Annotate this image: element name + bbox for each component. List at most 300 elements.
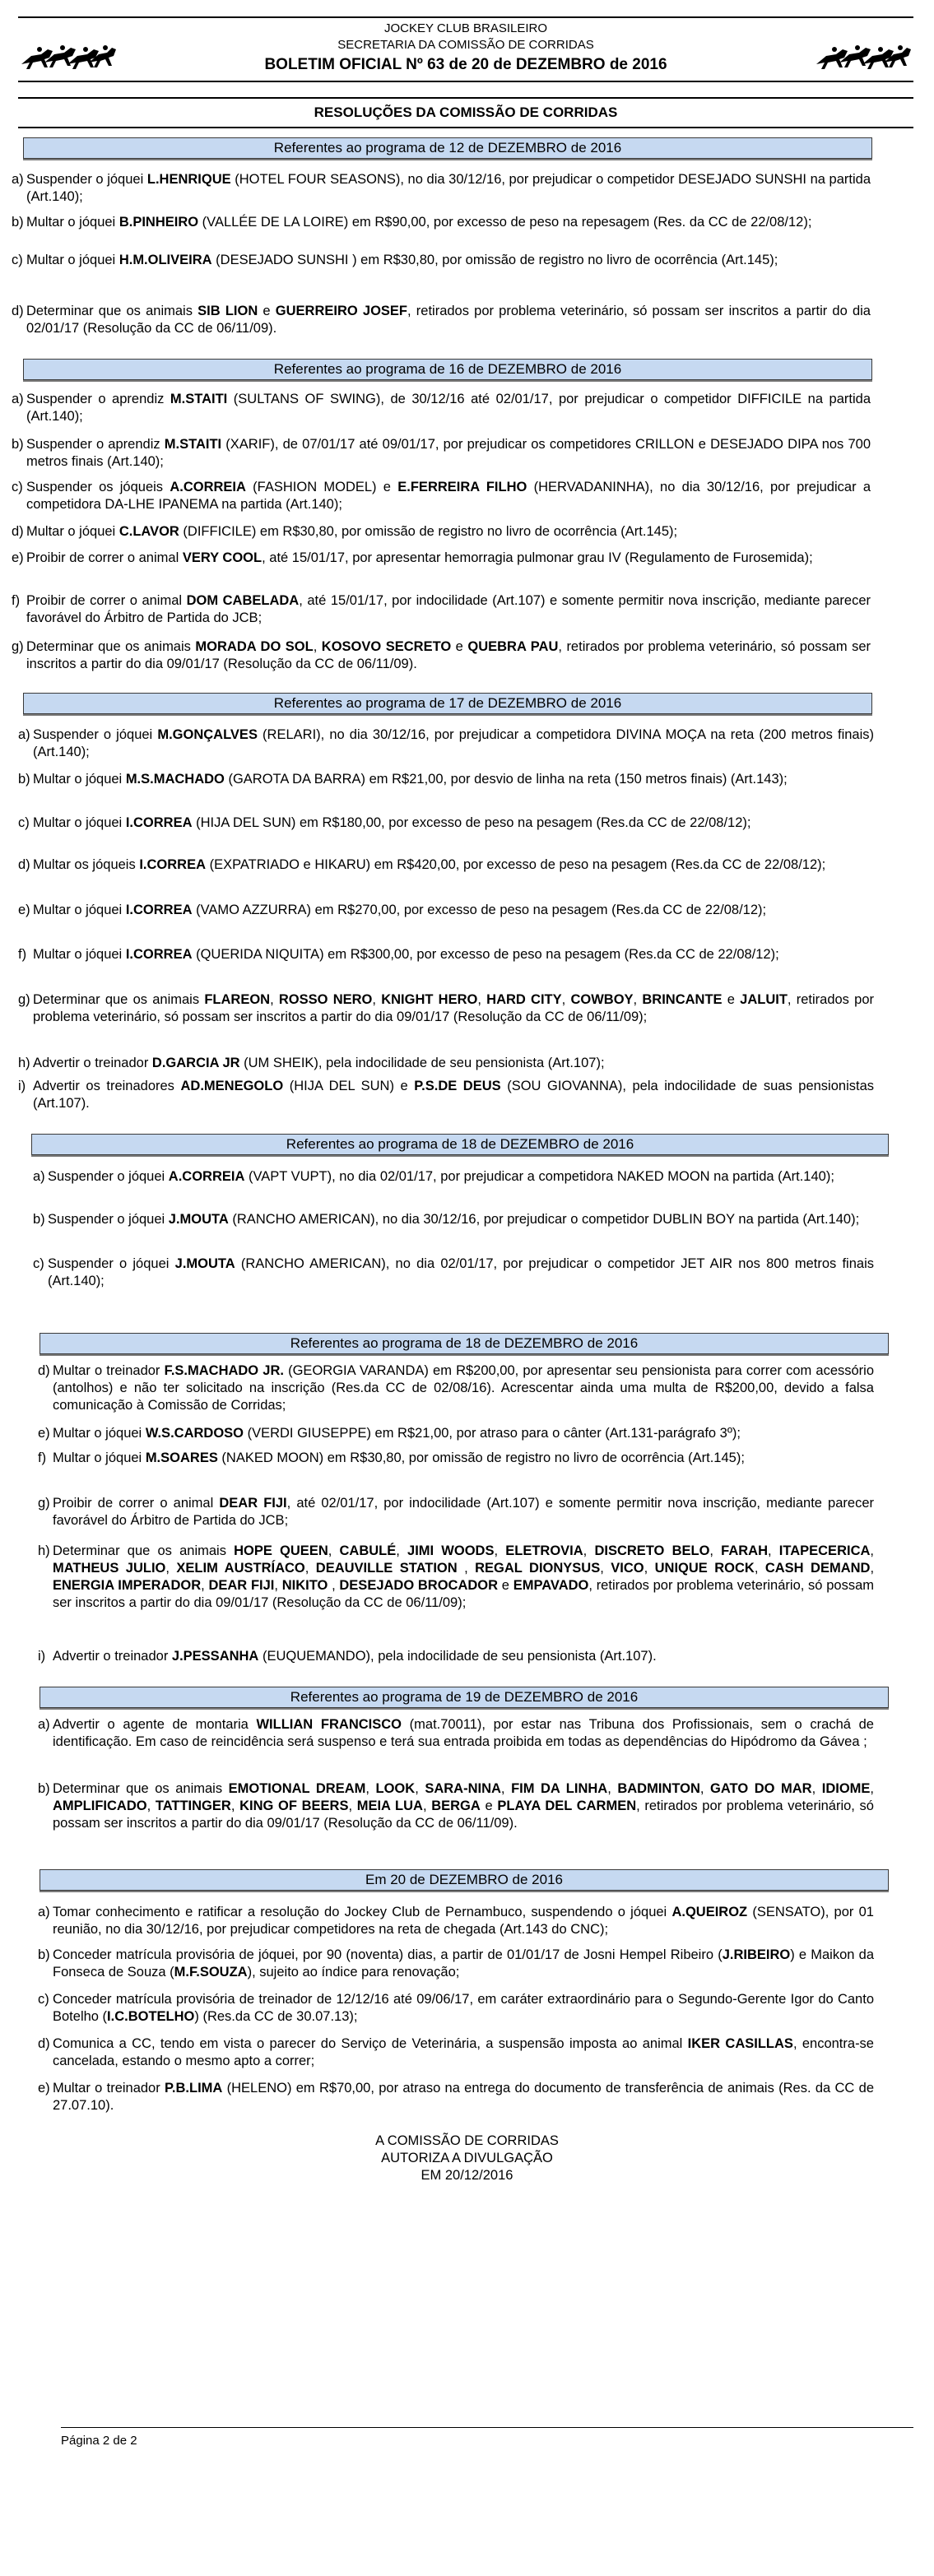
item-text bbox=[53, 1543, 874, 1612]
item-text-part: Multar o jóquei bbox=[33, 772, 126, 787]
resolution-item bbox=[38, 1425, 874, 1442]
item-text-part: (UM SHEIK), pela indocilidade de seu pensionista (Art.107); bbox=[239, 1056, 605, 1070]
item-label: f) bbox=[12, 593, 21, 608]
department-name: SECRETARIA DA COMISSÃO DE CORRIDAS bbox=[337, 38, 594, 52]
highlighted-name: J.PESSANHA bbox=[171, 1649, 259, 1664]
item-label: b) bbox=[18, 772, 30, 787]
resolution-item bbox=[18, 771, 874, 788]
item-text-part: Multar o treinador bbox=[53, 1363, 165, 1378]
section-header: Referentes ao programa de 18 de DEZEMBRO de 2016 bbox=[31, 1134, 889, 1155]
highlighted-name: REGAL DIONYSUS bbox=[475, 1561, 601, 1576]
item-text bbox=[53, 1425, 874, 1442]
highlighted-name: WILLIAN FRANCISCO bbox=[256, 1717, 402, 1732]
highlighted-name: A.CORREIA bbox=[168, 1169, 245, 1184]
item-text-part: (HOTEL FOUR SEASONS), no dia 30/12/16, por prejudicar o competidor DESEJADO SUNSHI na partida (Art.140); bbox=[26, 172, 871, 204]
item-text-part: , bbox=[754, 1561, 765, 1576]
item-text-part: (HELENO) em R$70,00, por atraso na entrega do documento de transferência de animais (Res. da CC de 27.07.10). bbox=[53, 2081, 874, 2113]
item-text-part: , bbox=[494, 1543, 506, 1558]
highlighted-name: M.SOARES bbox=[145, 1450, 218, 1465]
highlighted-name: M.STAITI bbox=[164, 437, 222, 452]
highlighted-name: DEAR FIJI bbox=[208, 1578, 275, 1593]
item-text-part: , até 02/01/17, por indocilidade (Art.107) e somente permitir nova inscrição, mediante parecer favorável do Árbitro de Partida do JCB; bbox=[53, 1496, 874, 1528]
section-header: Referentes ao programa de 16 de DEZEMBRO de 2016 bbox=[23, 359, 872, 380]
item-text-part: Suspender o jóquei bbox=[26, 172, 147, 187]
signature-line: A COMISSÃO DE CORRIDAS bbox=[375, 2133, 559, 2148]
highlighted-name: C.LAVOR bbox=[118, 524, 179, 539]
highlighted-name: DOM CABELADA bbox=[186, 593, 300, 608]
item-text bbox=[33, 1078, 874, 1112]
page-number: Página 2 de 2 bbox=[61, 2434, 137, 2448]
highlighted-name: ELETROVIA bbox=[505, 1543, 583, 1558]
resolution-item bbox=[18, 946, 874, 963]
item-label: b) bbox=[38, 1947, 50, 1962]
item-text-part: Advertir o treinador bbox=[33, 1056, 152, 1070]
item-text bbox=[26, 303, 871, 337]
resolution-item bbox=[18, 815, 874, 832]
item-text-part: , bbox=[270, 992, 279, 1007]
item-text-part: Conceder matrícula provisória de jóquei, por 90 (noventa) dias, a partir de 01/01/17 de Josni Hempel Ribeiro ( bbox=[53, 1947, 723, 1962]
item-text-part: ), sujeito ao índice para renovação; bbox=[247, 1965, 460, 1980]
item-label: e) bbox=[38, 1426, 50, 1441]
item-text-part: (EXPATRIADO e HIKARU) em R$420,00, por excesso de peso na pesagem (Res.da CC de 22/08/12); bbox=[205, 857, 826, 872]
item-text-part: (GEORGIA VARANDA) em R$200,00, por apresentar seu pensionista para correr com acessório (antolhos) e não ter solicitado na inscrição (Res.da CC de 02/08/16). Acrescentar ainda uma multa de R$200,00, devido a falsa comunicação à Comissão de Corridas; bbox=[53, 1363, 875, 1413]
item-text bbox=[53, 1947, 874, 1981]
resolution-item bbox=[38, 1543, 874, 1612]
item-text-part: , bbox=[304, 1561, 316, 1576]
item-text-part: , bbox=[583, 1543, 595, 1558]
item-label: f) bbox=[38, 1450, 47, 1465]
highlighted-name: IDIOME bbox=[821, 1781, 871, 1796]
item-text bbox=[33, 856, 874, 874]
item-text-part: , bbox=[561, 992, 571, 1007]
item-label: g) bbox=[12, 639, 24, 654]
resolution-item bbox=[12, 592, 871, 627]
item-label: e) bbox=[18, 903, 30, 917]
item-text-part: , bbox=[768, 1543, 779, 1558]
resolution-item bbox=[38, 1780, 874, 1832]
item-text-part: , bbox=[328, 1578, 340, 1593]
item-label: a) bbox=[18, 727, 30, 742]
resolution-item bbox=[18, 726, 874, 761]
resolution-item bbox=[18, 856, 874, 874]
item-text-part: (SENSATO), por 01 reunião, no dia 30/12/16, por prejudicar competidores na reta de chegada (Art.143 do CNC); bbox=[53, 1905, 874, 1937]
item-label: a) bbox=[38, 1717, 50, 1732]
item-label: a) bbox=[12, 392, 24, 406]
resolution-item bbox=[38, 1716, 874, 1751]
highlighted-name: DEAR FIJI bbox=[219, 1496, 287, 1511]
item-text-part: Multar o jóquei bbox=[26, 253, 119, 267]
resolution-item bbox=[38, 1648, 874, 1665]
resolution-item bbox=[38, 1495, 874, 1529]
item-text-part: , bbox=[415, 1781, 425, 1796]
item-text bbox=[48, 1168, 874, 1186]
resolution-item bbox=[18, 902, 874, 919]
section-header: Referentes ao programa de 19 de DEZEMBRO de 2016 bbox=[39, 1687, 889, 1708]
resolution-item bbox=[18, 1055, 874, 1072]
item-text-part: (SULTANS OF SWING), de 30/12/16 até 02/01/17, por prejudicar o competidor DIFFICILE na partida (Art.140); bbox=[26, 392, 871, 424]
highlighted-name: MORADA DO SOL bbox=[195, 639, 314, 654]
item-text-part: , bbox=[396, 1543, 408, 1558]
highlighted-name: H.M.OLIVEIRA bbox=[118, 253, 212, 267]
item-text-part: , bbox=[811, 1781, 822, 1796]
item-text-part: ) (Res.da CC de 30.07.13); bbox=[194, 2009, 358, 2024]
item-text-part: Multar o treinador bbox=[53, 2081, 165, 2096]
highlighted-name: M.S.MACHADO bbox=[125, 772, 225, 787]
item-text-part: Determinar que os animais bbox=[26, 304, 198, 318]
highlighted-name: DEAUVILLE STATION bbox=[315, 1561, 458, 1576]
resolution-item bbox=[38, 2080, 874, 2114]
highlighted-name: AD.MENEGOLO bbox=[180, 1079, 284, 1093]
item-text-part: , bbox=[313, 639, 322, 654]
item-text-part: , bbox=[870, 1543, 874, 1558]
item-text-part: , bbox=[348, 1799, 357, 1813]
highlighted-name: IKER CASILLAS bbox=[687, 2036, 793, 2051]
resolution-item bbox=[12, 171, 871, 206]
item-text-part: (SOU GIOVANNA), pela indocilidade de suas pensionistas (Art.107). bbox=[33, 1079, 874, 1111]
item-label: e) bbox=[38, 2081, 50, 2096]
item-label: d) bbox=[18, 857, 30, 872]
footer-divider bbox=[61, 2427, 913, 2428]
highlighted-name: E.FERREIRA FILHO bbox=[397, 480, 527, 494]
highlighted-name: CABULÉ bbox=[339, 1543, 397, 1558]
resolution-item bbox=[38, 1947, 874, 1981]
item-text-part: Suspender o aprendiz bbox=[26, 437, 165, 452]
item-text-part: (mat.70011), por estar nas Tribuna dos Profissionais, sem o crachá de identificação. Em caso de reincidência será suspenso e terá sua entrada proibida em todas as dependências do Hipódromo da Gávea ; bbox=[53, 1717, 874, 1749]
item-label: b) bbox=[12, 215, 24, 230]
item-text-part: , bbox=[644, 1561, 655, 1576]
item-text bbox=[26, 391, 871, 425]
resolution-item bbox=[12, 436, 871, 471]
item-text-part: (RANCHO AMERICAN), no dia 30/12/16, por prejudicar o competidor DUBLIN BOY na partida (Art.140); bbox=[228, 1212, 860, 1227]
item-label: d) bbox=[12, 304, 24, 318]
item-text-part: (VAMO AZZURRA) em R$270,00, por excesso de peso na pesagem (Res.da CC de 22/08/12); bbox=[192, 903, 767, 917]
item-text bbox=[33, 946, 874, 963]
highlighted-name: DESEJADO BROCADOR bbox=[339, 1578, 499, 1593]
highlighted-name: TATTINGER bbox=[155, 1799, 231, 1813]
highlighted-name: I.C.BOTELHO bbox=[107, 2009, 195, 2024]
highlighted-name: J.MOUTA bbox=[168, 1212, 229, 1227]
resolution-item bbox=[12, 391, 871, 425]
item-text-part: Multar o jóquei bbox=[53, 1450, 146, 1465]
item-text-part: Suspender o jóquei bbox=[33, 727, 158, 742]
highlighted-name: BADMINTON bbox=[617, 1781, 700, 1796]
item-text-part: (GAROTA DA BARRA) em R$21,00, por desvio de linha na reta (150 metros finais) (Art.143); bbox=[224, 772, 788, 787]
highlighted-name: I.CORREA bbox=[139, 857, 206, 872]
highlighted-name: MEIA LUA bbox=[356, 1799, 423, 1813]
racehorses-icon bbox=[815, 39, 912, 72]
item-text bbox=[53, 1904, 874, 1938]
item-text-part: Suspender o jóquei bbox=[48, 1169, 169, 1184]
item-text-part: , bbox=[870, 1561, 875, 1576]
item-text-part: Proibir de correr o animal bbox=[53, 1496, 220, 1511]
item-text-part: , até 15/01/17, por apresentar hemorragia pulmonar grau IV (Regulamento de Furosemida); bbox=[262, 550, 813, 565]
item-label: d) bbox=[38, 2036, 50, 2051]
highlighted-name: D.GARCIA JR bbox=[151, 1056, 240, 1070]
highlighted-name: MATHEUS JULIO bbox=[53, 1561, 166, 1576]
highlighted-name: I.CORREA bbox=[125, 815, 193, 830]
item-label: a) bbox=[12, 172, 24, 187]
highlighted-name: GUERREIRO JOSEF bbox=[275, 304, 408, 318]
highlighted-name: FLAREON bbox=[204, 992, 271, 1007]
resolution-item bbox=[38, 1362, 874, 1414]
highlighted-name: L.HENRIQUE bbox=[146, 172, 231, 187]
item-text bbox=[26, 592, 871, 627]
item-text-part: , bbox=[328, 1543, 340, 1558]
item-text-part: Multar o jóquei bbox=[33, 947, 126, 962]
highlighted-name: A.QUEIROZ bbox=[671, 1905, 748, 1919]
item-text bbox=[53, 1716, 874, 1751]
item-label: b) bbox=[38, 1781, 50, 1796]
highlighted-name: NIKITO bbox=[281, 1578, 328, 1593]
highlighted-name: I.CORREA bbox=[125, 903, 193, 917]
signature-line: AUTORIZA A DIVULGAÇÃO bbox=[381, 2151, 553, 2165]
highlighted-name: B.PINHEIRO bbox=[118, 215, 199, 230]
item-text bbox=[53, 1450, 874, 1467]
item-text-part: (DESEJADO SUNSHI ) em R$30,80, por omissão de registro no livro de ocorrência (Art.145); bbox=[211, 253, 778, 267]
item-text-part: , bbox=[477, 992, 487, 1007]
item-text bbox=[53, 1991, 874, 2026]
highlighted-name: AMPLIFICADO bbox=[53, 1799, 147, 1813]
highlighted-name: FIM DA LINHA bbox=[511, 1781, 608, 1796]
highlighted-name: SIB LION bbox=[197, 304, 258, 318]
item-text-part: , bbox=[274, 1578, 282, 1593]
highlighted-name: P.S.DE DEUS bbox=[414, 1079, 501, 1093]
item-text bbox=[26, 638, 871, 673]
highlighted-name: KNIGHT HERO bbox=[381, 992, 478, 1007]
bulletin-header bbox=[18, 16, 913, 82]
highlighted-name: DISCRETO BELO bbox=[594, 1543, 710, 1558]
highlighted-name: GATO DO MAR bbox=[710, 1781, 812, 1796]
section-header: Referentes ao programa de 18 de DEZEMBRO de 2016 bbox=[39, 1333, 889, 1354]
item-text-part: Tomar conhecimento e ratificar a resolução do Jockey Club de Pernambuco, suspendendo o jóquei bbox=[53, 1905, 672, 1919]
item-text-part: Multar os jóqueis bbox=[33, 857, 140, 872]
item-label: a) bbox=[33, 1169, 45, 1184]
item-text-part: (VALLÉE DE LA LOIRE) em R$90,00, por excesso de peso na repesagem (Res. da CC de 22/08/12); bbox=[198, 215, 812, 230]
item-text bbox=[26, 550, 871, 567]
item-text-part: , retirados por problema veterinário, só possam ser inscritos a partir do dia 02/01/17 (Resolução da CC de 06/11/09). bbox=[26, 304, 871, 336]
item-label: g) bbox=[18, 992, 30, 1007]
highlighted-name: M.STAITI bbox=[170, 392, 228, 406]
item-text bbox=[33, 726, 874, 761]
highlighted-name: XELIM AUSTRÍACO bbox=[176, 1561, 305, 1576]
resolution-item bbox=[18, 1078, 874, 1112]
resolution-item bbox=[12, 638, 871, 673]
item-text-part: (RANCHO AMERICAN), no dia 02/01/17, por prejudicar o competidor JET AIR nos 800 metros finais (Art.140); bbox=[48, 1256, 874, 1288]
highlighted-name: BERGA bbox=[431, 1799, 481, 1813]
item-text-part: , retirados por problema veterinário, só possam ser inscritos a partir do dia 09/01/17 (Resolução da CC de 06/11/09); bbox=[53, 1578, 874, 1610]
highlighted-name: VICO bbox=[611, 1561, 644, 1576]
highlighted-name: W.S.CARDOSO bbox=[145, 1426, 244, 1441]
highlighted-name: COWBOY bbox=[570, 992, 634, 1007]
item-text-part: , retirados por problema veterinário, só possam ser inscritos a partir do dia 09/01/17 (Resolução da CC de 06/11/09). bbox=[26, 639, 871, 671]
item-text-part: (HIJA DEL SUN) e bbox=[283, 1079, 415, 1093]
item-text-part: (RELARI), no dia 30/12/16, por prejudicar a competidora DIVINA MOÇA na reta (200 metros finais) (Art.140); bbox=[33, 727, 874, 759]
item-text-part: Determinar que os animais bbox=[53, 1543, 235, 1558]
item-text-part: e bbox=[498, 1578, 513, 1593]
item-text-part: , bbox=[165, 1561, 177, 1576]
item-text bbox=[53, 1648, 874, 1665]
item-label: c) bbox=[18, 815, 30, 830]
item-text-part: , bbox=[146, 1799, 156, 1813]
item-text bbox=[33, 902, 874, 919]
item-text bbox=[48, 1256, 874, 1290]
item-text-part: Multar o jóquei bbox=[26, 524, 119, 539]
item-text-part: , até 15/01/17, por indocilidade (Art.107) e somente permitir nova inscrição, mediante parecer favorável do Árbitro de Partida do JCB; bbox=[26, 593, 871, 625]
highlighted-name: LOOK bbox=[375, 1781, 416, 1796]
item-text-part: , bbox=[633, 992, 643, 1007]
item-text-part: (QUERIDA NIQUITA) em R$300,00, por excesso de peso na pesagem (Res.da CC de 22/08/12); bbox=[192, 947, 779, 962]
item-text bbox=[26, 214, 871, 231]
item-text bbox=[33, 991, 874, 1026]
highlighted-name: FARAH bbox=[721, 1543, 769, 1558]
item-text-part: (NAKED MOON) em R$30,80, por omissão de registro no livro de ocorrência (Art.145); bbox=[217, 1450, 745, 1465]
item-text-part: (EUQUEMANDO), pela indocilidade de seu pensionista (Art.107). bbox=[258, 1649, 657, 1664]
item-text bbox=[26, 252, 871, 269]
item-text-part: , bbox=[457, 1561, 476, 1576]
item-text-part: , bbox=[699, 1781, 711, 1796]
resolution-item bbox=[12, 303, 871, 337]
org-name: JOCKEY CLUB BRASILEIRO bbox=[383, 21, 548, 35]
resolution-item bbox=[12, 252, 871, 269]
bulletin-title: BOLETIM OFICIAL Nº 63 de 20 de DEZEMBRO de 2016 bbox=[264, 56, 667, 73]
highlighted-name: J.MOUTA bbox=[174, 1256, 235, 1271]
item-text bbox=[48, 1211, 874, 1228]
item-text-part: Multar o jóquei bbox=[53, 1426, 146, 1441]
item-text bbox=[53, 2035, 874, 2070]
item-text-part: (VERDI GIUSEPPE) em R$21,00, por atraso para o cânter (Art.131-parágrafo 3º); bbox=[244, 1426, 741, 1441]
item-text bbox=[53, 1362, 874, 1414]
item-text-part: Determinar que os animais bbox=[53, 1781, 229, 1796]
item-label: d) bbox=[38, 1363, 50, 1378]
section-header: Referentes ao programa de 17 de DEZEMBRO de 2016 bbox=[23, 693, 872, 714]
highlighted-name: HOPE QUEEN bbox=[234, 1543, 328, 1558]
resolution-item bbox=[18, 991, 874, 1026]
item-text-part: Suspender o jóquei bbox=[48, 1256, 175, 1271]
highlighted-name: EMPAVADO bbox=[513, 1578, 589, 1593]
resolution-item bbox=[38, 1904, 874, 1938]
item-text-part: , encontra-se cancelada, estando o mesmo apto a correr; bbox=[53, 2036, 874, 2068]
item-text-part: Conceder matrícula provisória de treinador de 12/12/16 até 09/06/17, em caráter extraordinário para o Segundo-Gerente Igor do Canto Botelho ( bbox=[53, 1992, 874, 2024]
item-text-part: (HERVADANINHA), no dia 30/12/16, por prejudicar a competidora DA-LHE IPANEMA na partida (Art.140); bbox=[26, 480, 871, 512]
item-text-part: (VAPT VUPT), no dia 02/01/17, por prejudicar a competidora NAKED MOON na partida (Art.140); bbox=[244, 1169, 834, 1184]
item-text-part: , bbox=[230, 1799, 240, 1813]
highlighted-name: ITAPECERICA bbox=[778, 1543, 871, 1558]
item-text-part: , retirados por problema veterinário, só possam ser inscritos a partir do dia 09/01/17 (Resolução da CC de 06/11/09). bbox=[53, 1799, 874, 1831]
item-label: c) bbox=[33, 1256, 44, 1271]
section-header: Em 20 de DEZEMBRO de 2016 bbox=[39, 1869, 889, 1891]
highlighted-name: VERY COOL bbox=[182, 550, 263, 565]
item-text bbox=[26, 523, 871, 541]
highlighted-name: CASH DEMAND bbox=[764, 1561, 871, 1576]
item-text bbox=[53, 1495, 874, 1529]
item-text bbox=[33, 1055, 874, 1072]
highlighted-name: SARA-NINA bbox=[425, 1781, 501, 1796]
item-text-part: ) e Maikon da Fonseca de Souza ( bbox=[53, 1947, 874, 1980]
item-text bbox=[26, 479, 871, 513]
item-text-part: Advertir os treinadores bbox=[33, 1079, 181, 1093]
item-text-part: , bbox=[422, 1799, 432, 1813]
item-label: h) bbox=[38, 1543, 50, 1558]
item-text-part: (DIFFICILE) em R$30,80, por omissão de registro no livro de ocorrência (Art.145); bbox=[179, 524, 678, 539]
item-text-part: Multar o jóquei bbox=[33, 903, 126, 917]
item-text-part: , bbox=[365, 1781, 376, 1796]
resolution-item bbox=[33, 1256, 874, 1290]
item-text-part: Proibir de correr o animal bbox=[26, 550, 183, 565]
item-text bbox=[53, 1780, 874, 1832]
item-text-part: , bbox=[607, 1781, 618, 1796]
highlighted-name: P.B.LIMA bbox=[165, 2081, 223, 2096]
item-label: c) bbox=[12, 253, 23, 267]
highlighted-name: J.RIBEIRO bbox=[722, 1947, 791, 1962]
item-text-part: Suspender o jóquei bbox=[48, 1212, 169, 1227]
item-text-part: Proibir de correr o animal bbox=[26, 593, 187, 608]
item-text-part: , bbox=[500, 1781, 512, 1796]
item-text-part: (XARIF), de 07/01/17 até 09/01/17, por prejudicar os competidores CRILLON e DESEJADO DIPA nos 700 metros finais (Art.140); bbox=[26, 437, 871, 469]
highlighted-name: ROSSO NERO bbox=[278, 992, 373, 1007]
highlighted-name: A.CORREIA bbox=[170, 480, 246, 494]
item-label: d) bbox=[12, 524, 24, 539]
item-text-part: , bbox=[201, 1578, 209, 1593]
item-text-part: , retirados por problema veterinário, só possam ser inscritos a partir do dia 09/01/17 (Resolução da CC de 06/11/09); bbox=[33, 992, 874, 1024]
resolution-item bbox=[12, 214, 871, 231]
item-label: b) bbox=[12, 437, 24, 452]
highlighted-name: HARD CITY bbox=[486, 992, 562, 1007]
highlighted-name: F.S.MACHADO JR. bbox=[164, 1363, 284, 1378]
resolution-item bbox=[38, 1991, 874, 2026]
item-text-part: Determinar que os animais bbox=[26, 639, 196, 654]
item-text-part: Determinar que os animais bbox=[33, 992, 205, 1007]
item-label: i) bbox=[18, 1079, 26, 1093]
highlighted-name: JIMI WOODS bbox=[407, 1543, 495, 1558]
item-label: c) bbox=[12, 480, 23, 494]
highlighted-name: PLAYA DEL CARMEN bbox=[497, 1799, 637, 1813]
resolution-item bbox=[12, 550, 871, 567]
item-text-part: , bbox=[372, 992, 382, 1007]
item-label: c) bbox=[38, 1992, 49, 2007]
resolution-item bbox=[12, 523, 871, 541]
item-text-part: (FASHION MODEL) e bbox=[245, 480, 398, 494]
item-text-part: Suspender os jóqueis bbox=[26, 480, 170, 494]
highlighted-name: I.CORREA bbox=[125, 947, 193, 962]
item-text bbox=[33, 815, 874, 832]
highlighted-name: QUEBRA PAU bbox=[467, 639, 559, 654]
item-text-part: , bbox=[600, 1561, 611, 1576]
item-text-part: Advertir o agente de montaria bbox=[53, 1717, 257, 1732]
item-label: g) bbox=[38, 1496, 50, 1511]
item-text-part: e bbox=[451, 639, 468, 654]
resolution-item bbox=[38, 1450, 874, 1467]
item-label: f) bbox=[18, 947, 27, 962]
section-header: Referentes ao programa de 12 de DEZEMBRO de 2016 bbox=[23, 137, 872, 159]
item-text bbox=[53, 2080, 874, 2114]
highlighted-name: EMOTIONAL DREAM bbox=[228, 1781, 366, 1796]
item-text bbox=[26, 171, 871, 206]
item-label: h) bbox=[18, 1056, 30, 1070]
item-text-part: Advertir o treinador bbox=[53, 1649, 172, 1664]
signature-line: EM 20/12/2016 bbox=[421, 2168, 513, 2183]
item-text-part: e bbox=[480, 1799, 498, 1813]
item-label: b) bbox=[33, 1212, 45, 1227]
resolution-item bbox=[33, 1211, 874, 1228]
resolutions-title: RESOLUÇÕES DA COMISSÃO DE CORRIDAS bbox=[18, 97, 913, 128]
item-text-part: Multar o jóquei bbox=[26, 215, 119, 230]
highlighted-name: UNIQUE ROCK bbox=[654, 1561, 755, 1576]
item-label: a) bbox=[38, 1905, 50, 1919]
item-label: e) bbox=[12, 550, 24, 565]
resolution-item bbox=[33, 1168, 874, 1186]
item-text-part: e bbox=[722, 992, 741, 1007]
item-text-part: (HIJA DEL SUN) em R$180,00, por excesso de peso na pesagem (Res.da CC de 22/08/12); bbox=[192, 815, 751, 830]
